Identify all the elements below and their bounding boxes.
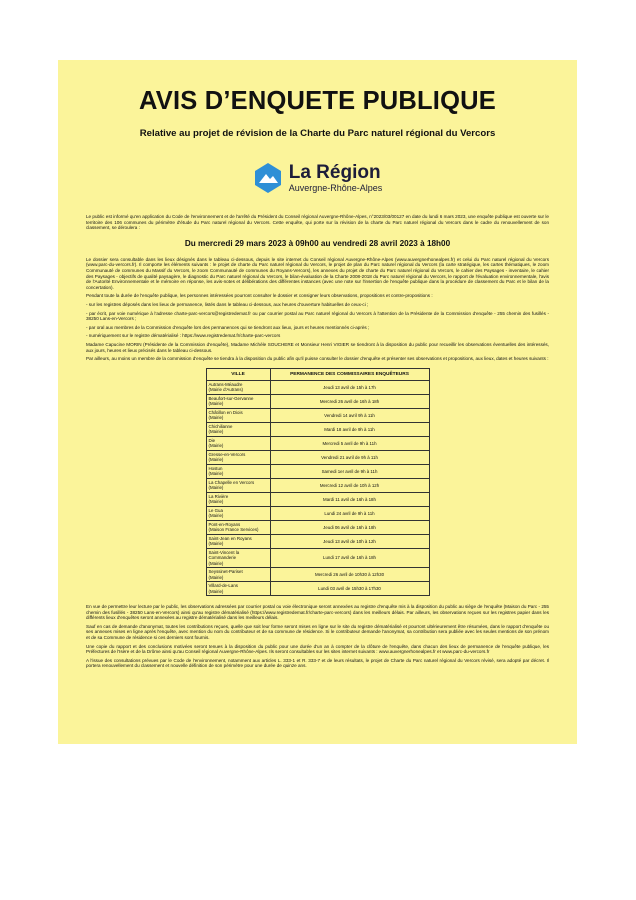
logo-row xyxy=(86,154,549,202)
city-cell xyxy=(206,408,270,422)
city-venue: (Mairie) xyxy=(208,443,224,449)
city-venue: (Mairie) xyxy=(208,560,224,566)
table-row xyxy=(206,582,429,596)
city-name: La Rivière xyxy=(208,494,229,500)
table-row xyxy=(206,380,429,394)
city-name: Seyssinet-Pariset xyxy=(208,569,243,575)
region-logo xyxy=(253,161,383,195)
city-cell xyxy=(206,436,270,450)
city-venue: (Mairie) xyxy=(208,588,224,594)
city-cell xyxy=(206,464,270,478)
notice-title: AVIS D’ENQUETE PUBLIQUE xyxy=(139,87,496,115)
city-name: Saint-Vincent la Commanderie xyxy=(208,550,240,561)
city-name: Beaufort-sur-Gervanne xyxy=(208,396,254,402)
bullet-item: - par oral aux membres de la Commission d'enquête lors des permanences qui se tiendront aux lieux, jours et heures mentionnés ci-après ; xyxy=(86,324,370,330)
city-name: Châtillon en Diois xyxy=(208,410,243,416)
table-row xyxy=(206,506,429,520)
city-cell xyxy=(206,394,270,408)
table-row xyxy=(206,568,429,582)
city-name: La Chapelle en Vercors xyxy=(208,480,255,486)
bullet-item: - numériquement sur le registre dématérialisé : https://www.registredemat.fr/charte-parc-vercors xyxy=(86,333,281,339)
city-cell xyxy=(206,380,270,394)
table-row xyxy=(206,520,429,534)
notice-poster xyxy=(58,60,577,744)
city-name: Gresse-en-Vercors xyxy=(208,452,246,458)
permanence-cell: Lundi 03 avril de 15h30 à 17h30 xyxy=(270,582,429,596)
permanence-cell: Mardi 18 avril de 9h à 11h xyxy=(270,422,429,436)
permanence-paragraph: Par ailleurs, au moins un membre de la commission d'enquête se tiendra à la disposition du public afin qu'il puisse consulter le dossier d'enquête et présenter ses observations et propositions, aux lieux, dates et heures suivants : xyxy=(86,356,549,362)
city-cell xyxy=(206,492,270,506)
permanence-cell: Vendredi 14 avril 9h à 11h xyxy=(270,408,429,422)
pendant-paragraph: Pendant toute la durée de l'enquête publique, les personnes intéressées pourront consulter le dossier et consigner leurs observations, propositions et contre-propositions : xyxy=(86,293,433,299)
city-venue: (Mairie) xyxy=(208,401,224,407)
city-name: Die xyxy=(208,438,216,444)
city-name: Hostun xyxy=(208,466,223,472)
permanence-cell: Mercredi 5 avril de 9h à 11h xyxy=(270,436,429,450)
permanence-table xyxy=(206,368,430,596)
tail-paragraph: Sauf en cas de demande d'anonymat, toutes les contributions reçues, quelle que soit leur forme seront mises en ligne sur le site du registre dématérialisé et pourront ultérieurement être résumées, dans le rapport d'enquête ou ses annexes mises en ligne après l'enquête, avec mention du nom du contributeur et de sa commune de résidence. Si le contributeur demande l'anonymat, sa contribution sera publiée avec les seules mentions de son prénom et de sa Commune de résidence si ces derniers sont fournis. xyxy=(86,623,549,641)
table-row xyxy=(206,548,429,567)
city-name: Saint-Jean en Royans xyxy=(208,536,252,542)
city-cell xyxy=(206,548,270,567)
city-venue: (Mairie) xyxy=(208,541,224,547)
bullet-item: - par écrit, par voie numérique à l'adresse charte-parc-vercors@registredemat.fr ou par courrier postal au Parc naturel régional du Vercors à l'attention de la Présidente de la Commission d'enquête - 255 chemin des fusillés - 38250 Lans-en-Vercors ; xyxy=(86,310,549,322)
permanence-cell: Mercredi 12 avril de 10h à 12h xyxy=(270,478,429,492)
permanence-cell: Jeudi 06 avril de 16h à 18h xyxy=(270,520,429,534)
table-row xyxy=(206,464,429,478)
notice-body xyxy=(86,214,549,362)
city-name: Autrans-Méaudre xyxy=(208,382,243,388)
city-name: Pont-en-Royans xyxy=(208,522,241,528)
table-row xyxy=(206,436,429,450)
permanence-cell: Jeudi 13 avril de 15h à 17h xyxy=(270,380,429,394)
intro-paragraph: Le public est informé qu'en application du Code de l'environnement et de l'arrêté du Président du Conseil régional Auvergne-Rhône-Alpes, n°2023/03/00127 en date du lundi 6 mars 2023, une enquête publique est ouverte sur le territoire des 106 communes du périmètre d'étude du Parc naturel régional du Vercors. Cette enquête, qui porte sur la révision de la charte du Parc naturel régional du Vercors dans le cadre du renouvellement de son classement, se déroulera : xyxy=(86,214,549,231)
notice-tail xyxy=(86,604,549,669)
permanence-cell: Jeudi 13 avril de 10h à 12h xyxy=(270,534,429,548)
tail-paragraph: A l'issue des consultations prévues par le Code de l'environnement, notamment aux articles L. 333-1 et R. 333-7 et de leurs résultats, le projet de Charte du Parc naturel régional du Vercors révisé, sera adopté par décret. Il portera renouvellement du classement et nouvelle définition de son périmètre pour une durée de quinze ans. xyxy=(86,657,549,669)
permanence-cell: Samedi 1er avril de 9h à 11h xyxy=(270,464,429,478)
city-name: Le Gua xyxy=(208,508,223,514)
permanence-cell: Lundi 24 avril de 9h à 11h xyxy=(270,506,429,520)
permanence-cell: Mardi 11 avril de 16h à 18h xyxy=(270,492,429,506)
tail-paragraph: Une copie du rapport et des conclusions motivées seront tenues à la disposition du public pour une durée d'un an à compter de la clôture de l'enquête, dans chacun des lieux de permanence de l'enquête publique, les Préfectures de l'Isère et de la Drôme ainsi qu'au Conseil régional Auvergne-Rhône-Alpes. Ils seront consultables sur les sites internet suivants : www.auvergnerhonealpes.fr et www.parc-du-vercors.fr xyxy=(86,643,549,655)
bullet-item: - sur les registres déposés dans les lieux de permanence, listés dans le tableau ci-dessous, aux heures d'ouverture habituelles de ceux-ci ; xyxy=(86,301,369,307)
region-logo-icon xyxy=(253,161,283,195)
table-row xyxy=(206,478,429,492)
permanence-cell: Mercredi 26 avril de 10h30 à 12h30 xyxy=(270,568,429,582)
column-header-city: VILLE xyxy=(206,368,270,380)
table-row xyxy=(206,534,429,548)
dossier-paragraph: Le dossier sera consultable dans les lieux désignés dans le tableau ci-dessous, depuis le site internet du Conseil régional Auvergne-Rhône-Alpes (www.auvergnerhonealpes.fr) et celui du Parc naturel régional du Vercors (www.parc-du-vercors.fr). Il comporte les éléments suivants : le projet de charte du Parc naturel régional du Vercors, le projet de plan du Parc naturel régional du Vercors (la carte stratégique, les cartes thématiques, le zoom Communauté de communes du Massif du Vercors, le zoom Communauté de communes du Royans-Vercors), les annexes du projet de charte du Parc naturel régional du Vercors, le cahier des Paysages - inventaire, le cahier des Paysages - objectifs de qualité paysagère, le diagnostic du Parc naturel régional du Vercors, le bilan-évaluation de la Charte 2008-2018 du Parc naturel régional du Vercors, le rapport de l'évaluation environnementale, l'avis de l'Autorité Environnementale et le mémoire en réponse, les avis-notes et délibérations des différentes instances (avec une note sur l'insertion de l'enquête publique dans la procédure de classement du Parc et le bilan de la concertation). xyxy=(86,256,549,290)
city-cell xyxy=(206,534,270,548)
tail-paragraph: En vue de permettre leur lecture par le public, les observations adressées par courrier postal ou voie électronique seront annexées au registre d'enquête mis à la disposition du public au siège de l'enquête (Maison du Parc - 255 chemin des fusillés - 38250 Lans-en-Vercors) ainsi qu'au registre dématérialisé (https://www.registredemat.fr/charte-parc-vercors) dans les meilleurs délais. Par ailleurs, les observations reçues sur les registres papier dans les différents lieux d'enquêtes seront annexées au registre dématérialisé dans les meilleurs délais. xyxy=(86,604,549,621)
permanence-cell: Mercredi 26 avril de 16h à 18h xyxy=(270,394,429,408)
city-cell xyxy=(206,520,270,534)
commission-paragraph: Madame Capucine MORIN (Présidente de la Commission d'enquête), Madame Michèle SOUCHERE et Monsieur Henri VIGIER se tiendront à la disposition du public pour recueillir les observations éventuelles des intéressés, aux jours, heures et lieux précisés dans le tableau ci-dessous. xyxy=(86,341,549,353)
table-header-row xyxy=(206,368,429,380)
table-row xyxy=(206,492,429,506)
city-venue: (Mairie) xyxy=(208,513,224,519)
table-row xyxy=(206,408,429,422)
permanence-table-body xyxy=(206,380,429,595)
region-logo-name: La Région xyxy=(288,161,381,183)
table-row xyxy=(206,422,429,436)
city-venue: (Mairie) xyxy=(208,499,224,505)
city-venue: (Mairie) xyxy=(208,471,224,477)
city-cell xyxy=(206,450,270,464)
table-row xyxy=(206,394,429,408)
city-venue: (Maison France Services) xyxy=(208,527,259,533)
region-logo-subname: Auvergne-Rhône-Alpes xyxy=(288,182,383,193)
city-cell xyxy=(206,506,270,520)
notice-subtitle: Relative au projet de révision de la Charte du Parc naturel régional du Vercors xyxy=(139,128,496,139)
city-cell xyxy=(206,478,270,492)
city-venue: (Mairie) xyxy=(208,574,224,580)
city-venue: (Mairie) xyxy=(208,485,224,491)
city-cell xyxy=(206,582,270,596)
region-logo-text xyxy=(289,163,383,194)
permanence-cell: Vendredi 21 avril de 9h à 11h xyxy=(270,450,429,464)
enquiry-dates: Du mercredi 29 mars 2023 à 09h00 au vendredi 28 avril 2023 à 18h00 xyxy=(184,238,451,248)
city-name: Villard-de-Lans xyxy=(208,583,238,589)
city-venue: (Mairie d'Autrans) xyxy=(208,387,244,393)
city-venue: (Mairie) xyxy=(208,415,224,421)
city-cell xyxy=(206,422,270,436)
city-venue: (Mairie) xyxy=(208,429,224,435)
column-header-permanence: PERMANENCE DES COMMISSAIRES ENQUÊTEURS xyxy=(270,368,429,380)
table-row xyxy=(206,450,429,464)
city-cell xyxy=(206,568,270,582)
city-name: Chichilianne xyxy=(208,424,233,430)
permanence-cell: Lundi 17 avril de 16h à 18h xyxy=(270,548,429,567)
city-venue: (Mairie) xyxy=(208,457,224,463)
